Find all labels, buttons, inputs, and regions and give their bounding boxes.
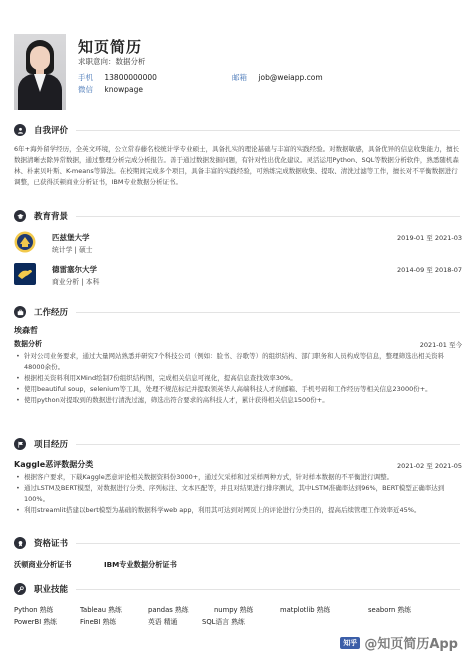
watermark-text: @知页简历App	[364, 637, 458, 652]
school-major: 统计学 | 硕士	[52, 246, 93, 254]
wechat-row	[78, 84, 143, 95]
skill-item: seaborn 熟练	[368, 606, 412, 614]
certificate-item: IBM专业数据分析证书	[104, 560, 177, 569]
school-major: 商业分析 | 本科	[52, 278, 100, 286]
skill-item: Tableau 熟练	[80, 606, 122, 614]
section-label: 资格证书	[34, 539, 69, 549]
evaluation-text: 6年+海外留学经历，全英文环境，公立常春藤名校统计学专业硕士，具备扎实的理论基础与丰富的实践经验。对数据敏感，具备优异的信息收集能力，擅长数据清晰去除异常数据，通过整理分析完成分析报告。善于通过数据发掘问题，有针对性出优化建议。灵活运用Python、SQL等数据分析软件，熟悉随机森林、朴素贝叶斯、K-means等算法。在校期间完成多个项目，具备丰富的实践经验，可熟练完成数据收集、提取、清洗过滤等工作，擅长对不平衡数据进行调整，已获得沃顿商业分析证书，IBM专业数据分析证书。	[14, 145, 460, 186]
divider	[76, 543, 460, 544]
section-title-evaluation	[14, 123, 460, 137]
user-icon	[14, 124, 26, 136]
skill-item: FineBI 熟练	[80, 618, 117, 626]
wechat-label: 微信	[78, 85, 93, 94]
briefcase-icon	[14, 306, 26, 318]
email-value[interactable]: job@weiapp.com	[258, 73, 323, 82]
skills-grid	[14, 604, 460, 628]
section-label: 自我评价	[34, 126, 69, 136]
section-label: 项目经历	[34, 440, 69, 450]
education-item	[14, 263, 462, 289]
school-name: 德雷塞尔大学	[52, 265, 97, 274]
list-item: • 使用beautiful soup，selenium等工具，处理不规范标记并提取领英华人高端科技人才的邮箱、手机号码和工作经历等相关信息23000份+。	[14, 384, 460, 395]
skill-item: SQL语言 熟练	[202, 618, 245, 626]
divider	[76, 216, 460, 217]
work-date: 2021-01 至今	[419, 341, 462, 349]
work-bullets	[14, 351, 460, 406]
skill-item: pandas 熟练	[148, 606, 189, 614]
skills-row	[14, 604, 460, 616]
phone-row	[78, 72, 157, 83]
section-title-project	[14, 437, 460, 451]
skills-row	[14, 616, 460, 628]
divider	[76, 589, 460, 590]
email-label: 邮箱	[232, 73, 247, 82]
education-item	[14, 231, 462, 257]
university-logo-icon	[14, 263, 36, 285]
certificate-item: 沃顿商业分析证书	[14, 560, 72, 569]
job-intent	[78, 56, 146, 67]
skill-item: 英语 精通	[148, 618, 178, 626]
school-name: 匹兹堡大学	[52, 233, 90, 242]
list-item: • 根据相关资料利用XMind绘制7份组织结构图，完成相关信息可视化，提高信息查找效率30%。	[14, 373, 460, 384]
section-title-skills	[14, 582, 460, 596]
resume-header	[0, 0, 474, 120]
phone-label: 手机	[78, 73, 93, 82]
education-date: 2014-09 至 2018-07	[397, 266, 462, 274]
divider	[76, 130, 460, 131]
watermark	[340, 633, 458, 652]
project-date: 2021-02 至 2021-05	[397, 462, 462, 470]
list-item: • 使用python对提取到的数据进行清洗过滤，筛选出符合要求的高科技人才，累计获得相关信息1500份+。	[14, 395, 460, 406]
certificate-icon	[14, 537, 26, 549]
section-title-education	[14, 209, 460, 223]
skill-item: Python 熟练	[14, 606, 54, 614]
section-label: 职业技能	[34, 585, 69, 595]
phone-value: 13800000000	[104, 73, 157, 82]
university-seal-icon	[14, 231, 36, 253]
list-item: • 利用streamlit搭建以bert模型为基础的数据科学web app，利用其可达到对网页上的评论进行分类目的，提高后续管理工作效率近45%。	[14, 505, 460, 516]
project-name: Kaggle恶评数据分类	[14, 460, 94, 469]
graduation-cap-icon	[14, 210, 26, 222]
divider	[76, 444, 460, 445]
list-item: • 通过LSTM及BERT模型，对数据进行分类、序列标注、文本匹配等，并且对结果进行排序测试，其中LSTM准确率达到96%，BERT模型正确率达到100%。	[14, 483, 460, 505]
flag-icon	[14, 438, 26, 450]
project-bullets	[14, 472, 460, 516]
work-role: 数据分析	[14, 340, 42, 348]
candidate-name: 知页简历	[78, 38, 143, 56]
section-label: 教育背景	[34, 212, 69, 222]
skill-item: matplotlib 熟练	[280, 606, 331, 614]
section-title-certificate	[14, 536, 460, 550]
zhihu-logo-icon: 知乎	[340, 637, 360, 649]
wechat-value: knowpage	[104, 85, 143, 94]
email-row	[232, 72, 323, 83]
job-intent-label: 求职意向：	[78, 57, 116, 66]
company-name: 埃森哲	[14, 326, 38, 335]
section-label: 工作经历	[34, 308, 69, 318]
job-intent-value: 数据分析	[115, 57, 146, 66]
profile-photo	[14, 34, 66, 110]
section-title-work	[14, 305, 460, 319]
divider	[76, 312, 460, 313]
list-item: • 根据客户要求，下载Kaggle恶意评论相关数据资料份3000+，通过欠采样和过采样两种方式，针对样本数据的不平衡进行调整。	[14, 472, 460, 483]
tools-icon	[14, 583, 26, 595]
list-item: • 针对公司业务要求，通过大量网站熟悉并研究7个科技公司（例如：脸书、谷歌等）的组织结构、部门职务和人员构成等信息，整理筛选出相关资料48000余份。	[14, 351, 460, 373]
education-date: 2019-01 至 2021-03	[397, 234, 462, 242]
skill-item: numpy 熟练	[214, 606, 254, 614]
skill-item: PowerBI 熟练	[14, 618, 57, 626]
